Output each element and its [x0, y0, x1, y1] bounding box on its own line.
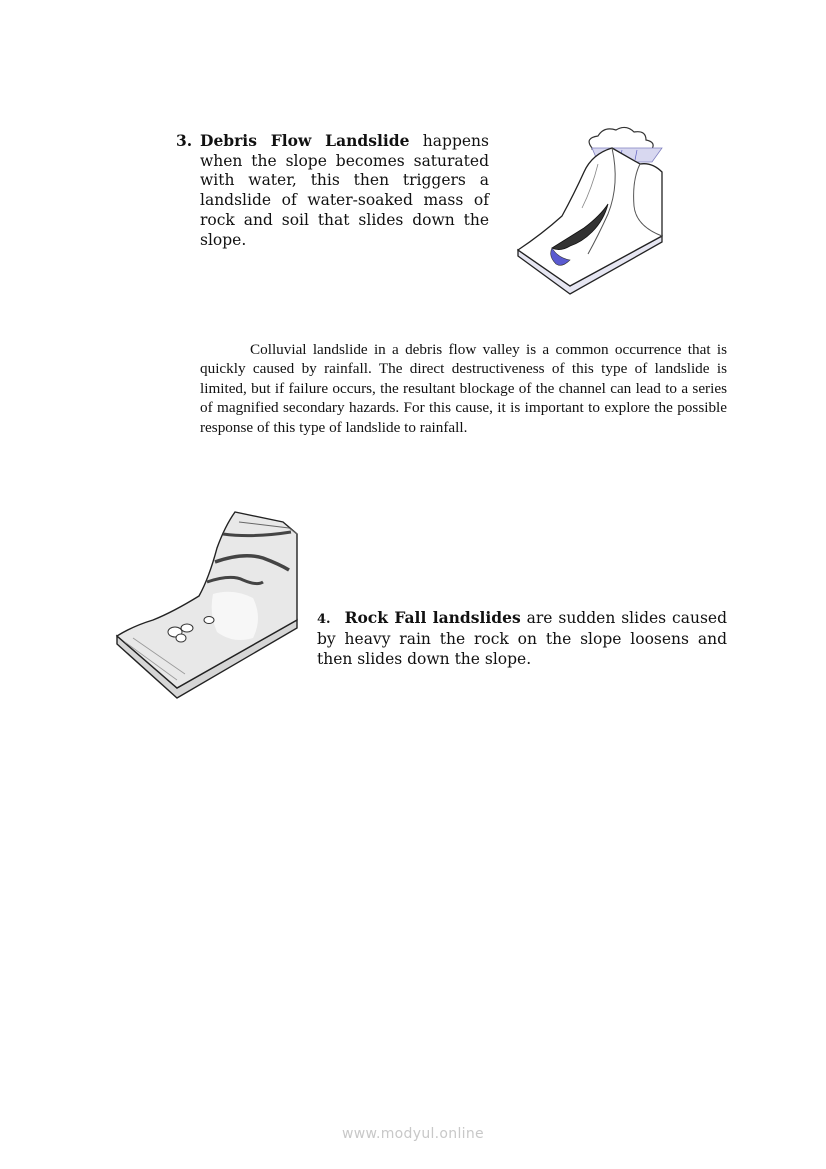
rock-fall-illustration-icon — [113, 508, 301, 704]
item-4-rock-fall — [317, 608, 727, 669]
colluvial-paragraph: Colluvial landslide in a debris flow valley is a common occurrence that is quickly caused by rainfall. The direct destructiveness of this type of landslide is limited, but if failure occurs, the resultant blockage of the channel can lead to a series of magnified secondary hazards. For this cause, it is important to explore the possible response of this type of landslide to rainfall. — [200, 341, 727, 436]
debris-flow-illustration-icon — [512, 124, 676, 296]
item-description: are sudden slides caused by heavy rain the rock on the slope loosens and then slides down the slope. — [317, 609, 728, 668]
item-number: 3. — [176, 131, 193, 150]
item-3-debris-flow — [176, 131, 489, 250]
item-term: Rock Fall landslides — [344, 608, 521, 627]
item-text — [200, 131, 489, 250]
item-term: Debris Flow Landslide — [200, 131, 410, 150]
footer-watermark: www.modyul.online — [342, 1126, 484, 1142]
item-number: 4. — [317, 612, 331, 627]
item-description: happens when the slope becomes saturated with water, this then triggers a landslide of water-soaked mass of rock and soil that slides down the slope. — [200, 132, 489, 249]
